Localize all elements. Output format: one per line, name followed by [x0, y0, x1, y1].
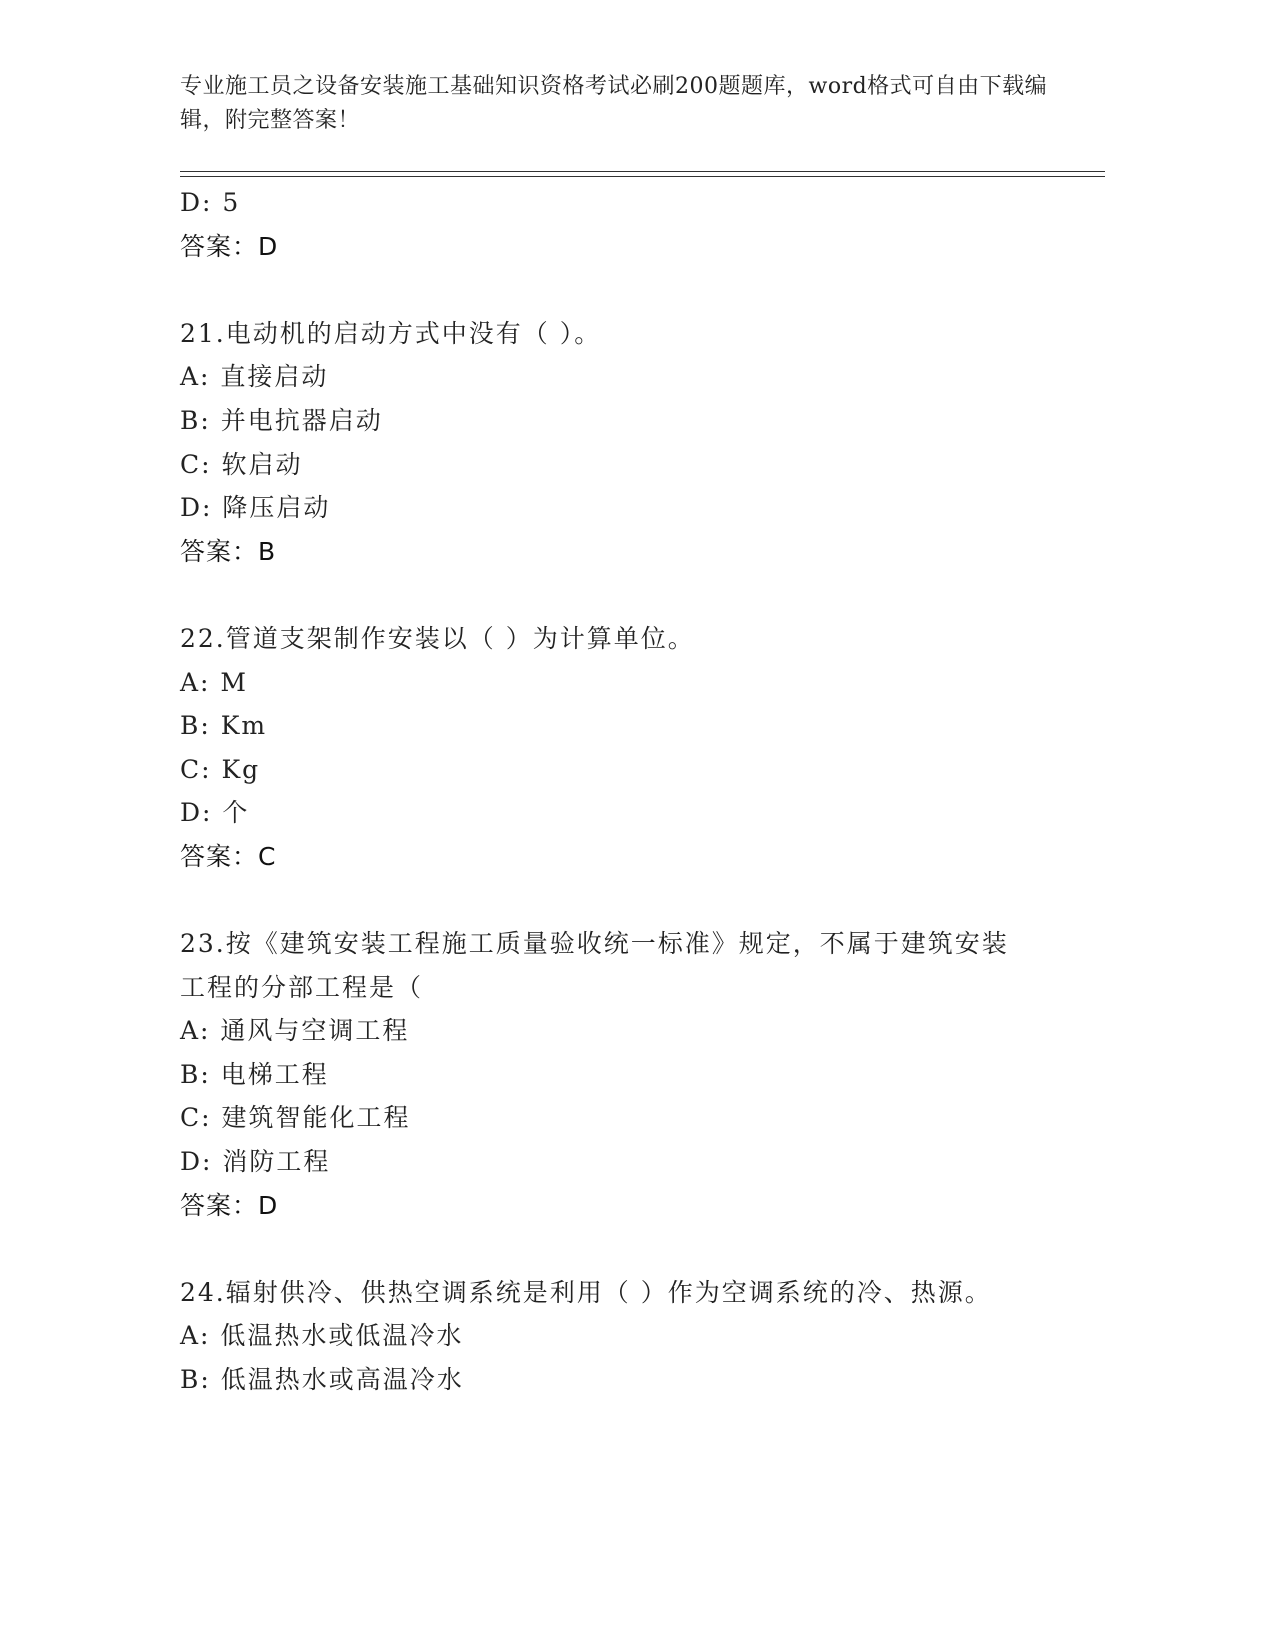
- question-23-option-b: B: 电梯工程: [180, 1059, 329, 1089]
- spacer: [180, 573, 1080, 617]
- spacer: [180, 1227, 1080, 1271]
- question-22-answer: 答案：C: [180, 841, 277, 871]
- question-24-text: 24.辐射供冷、供热空调系统是利用（ ）作为空调系统的冷、热源。: [180, 1277, 992, 1307]
- question-21-option-b: B: 并电抗器启动: [180, 405, 383, 435]
- question-21-text: 21.电动机的启动方式中没有（ ）。: [180, 318, 602, 348]
- question-23-option-c: C: 建筑智能化工程: [180, 1103, 411, 1133]
- question-24-option-b: B: 低温热水或高温冷水: [180, 1365, 464, 1395]
- question-22-option-b: B: Km: [180, 711, 268, 741]
- question-22-option-a: A: M: [180, 667, 249, 697]
- question-21-option-c: C: 软启动: [180, 449, 303, 479]
- question-23-option-d: D: 消防工程: [180, 1147, 331, 1177]
- question-23-text-line-1: 23.按《建筑安装工程施工质量验收统一标准》规定，不属于建筑安装: [180, 929, 1009, 959]
- question-23-text-line-2: 工程的分部工程是（: [180, 972, 424, 1002]
- question-23-option-a: A: 通风与空调工程: [180, 1016, 410, 1046]
- question-21-option-d: D: 降压启动: [180, 493, 331, 523]
- header-divider: [180, 171, 1105, 172]
- question-22-text: 22.管道支架制作安装以（ ）为计算单位。: [180, 623, 695, 653]
- question-list: [180, 181, 1080, 1402]
- question-21-answer: 答案：B: [180, 536, 277, 566]
- question-24-option-a: A: 低温热水或低温冷水: [180, 1321, 464, 1351]
- question-22-option-d: D: 个: [180, 798, 250, 828]
- option-d: D: 5: [180, 188, 241, 217]
- header-divider-secondary: [180, 176, 1105, 177]
- question-22-option-c: C: Kg: [180, 754, 261, 784]
- question-23-answer: 答案：D: [180, 1190, 279, 1220]
- spacer: [180, 268, 1080, 312]
- document-header: 专业施工员之设备安装施工基础知识资格考试必刷200题题库，word格式可自由下载编辑，附完整答案！: [180, 74, 1048, 133]
- answer: 答案：D: [180, 231, 279, 261]
- question-21-option-a: A: 直接启动: [180, 362, 329, 392]
- spacer: [180, 879, 1080, 923]
